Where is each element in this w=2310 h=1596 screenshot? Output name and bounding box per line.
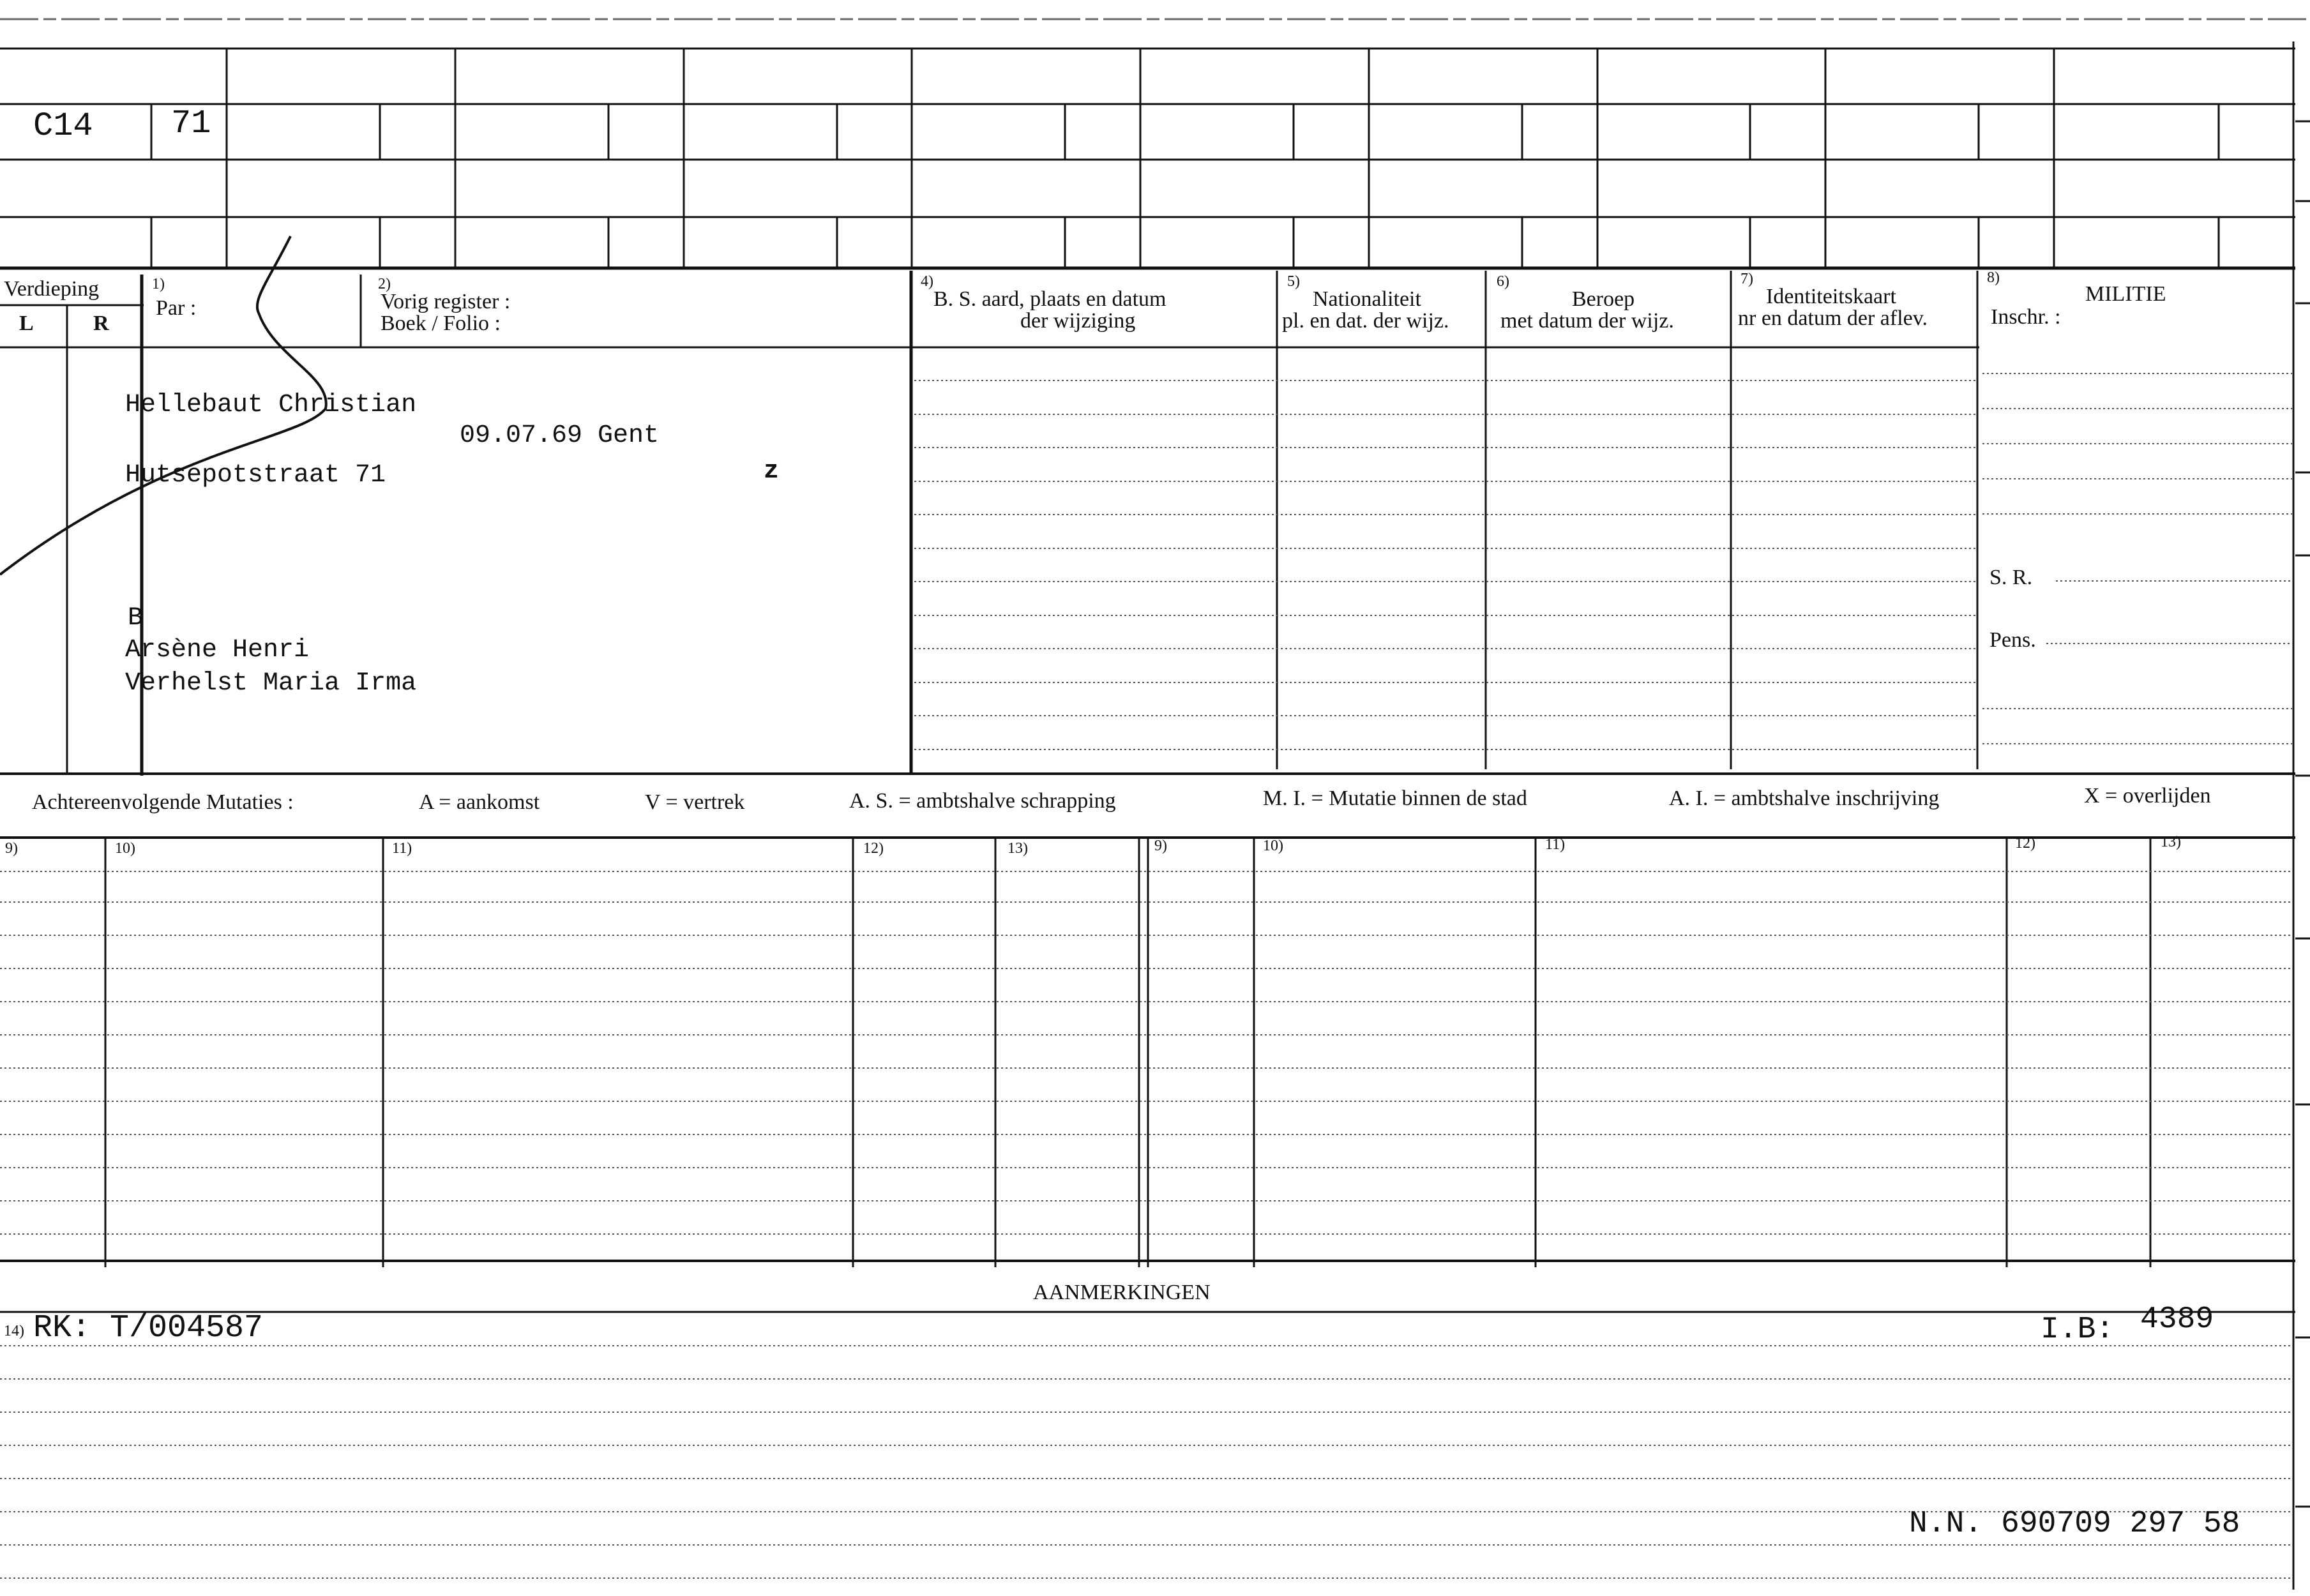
sr-label: S. R. bbox=[1989, 566, 2033, 589]
register-code: C14 bbox=[33, 107, 93, 145]
verdieping-label: Verdieping bbox=[4, 277, 100, 301]
ib-value: 4389 bbox=[2140, 1302, 2214, 1337]
par-label: Par : bbox=[156, 296, 197, 320]
legend-vertrek: V = vertrek bbox=[645, 790, 745, 814]
note-2-marker: 2) bbox=[378, 276, 391, 292]
pens-label: Pens. bbox=[1989, 628, 2036, 652]
father-name: Arsène Henri bbox=[125, 636, 310, 665]
mutation-col-12-right: 12) bbox=[2015, 835, 2035, 852]
mutation-col-13-right: 13) bbox=[2161, 834, 2181, 850]
aanmerkingen-heading: AANMERKINGEN bbox=[1033, 1281, 1211, 1304]
militie-header: MILITIE bbox=[2085, 282, 2166, 306]
note-4-marker: 4) bbox=[921, 273, 933, 290]
mother-name: Verhelst Maria Irma bbox=[125, 669, 417, 698]
note-14-marker: 14) bbox=[4, 1323, 24, 1339]
mutation-col-12-left: 12) bbox=[863, 840, 884, 857]
beroep-header-line2: met datum der wijz. bbox=[1500, 309, 1674, 333]
note-6-marker: 6) bbox=[1497, 273, 1509, 290]
mutation-col-9-right: 9) bbox=[1154, 838, 1167, 854]
mutation-col-11-left: 11) bbox=[392, 840, 412, 857]
bs-header-line2: der wijziging bbox=[1020, 309, 1136, 333]
floor-r-label: R bbox=[93, 312, 109, 335]
birth-date-place: 09.07.69 Gent bbox=[460, 421, 660, 450]
mutation-col-9-left: 9) bbox=[5, 840, 18, 857]
legend-mutatie-binnen-stad: M. I. = Mutatie binnen de stad bbox=[1263, 787, 1527, 810]
mutations-title: Achtereenvolgende Mutaties : bbox=[32, 790, 294, 814]
mark-z: z bbox=[764, 457, 780, 486]
vorig-register-label: Vorig register : bbox=[381, 290, 511, 313]
legend-ambtshalve-inschrijving: A. I. = ambtshalve inschrijving bbox=[1669, 787, 1940, 810]
rk-reference: RK: T/004587 bbox=[33, 1310, 264, 1346]
identiteitskaart-header-line2: nr en datum der aflev. bbox=[1738, 306, 1928, 330]
beroep-header-line1: Beroep bbox=[1572, 287, 1635, 311]
national-number: N.N. 690709 297 58 bbox=[1909, 1507, 2240, 1541]
person-name: Hellebaut Christian bbox=[125, 391, 417, 419]
register-number: 71 bbox=[171, 105, 211, 142]
note-8-marker: 8) bbox=[1987, 269, 2000, 286]
mark-b: B bbox=[128, 604, 144, 633]
mutation-col-13-left: 13) bbox=[1008, 840, 1028, 857]
note-7-marker: 7) bbox=[1740, 271, 1753, 287]
address: Hutsepotstraat 71 bbox=[125, 461, 386, 490]
bs-header-line1: B. S. aard, plaats en datum bbox=[933, 287, 1166, 311]
inschr-label: Inschr. : bbox=[1991, 305, 2061, 329]
legend-ambtshalve-schrapping: A. S. = ambtshalve schrapping bbox=[849, 789, 1116, 813]
mutation-col-10-right: 10) bbox=[1263, 838, 1283, 854]
mutation-col-11-right: 11) bbox=[1545, 836, 1566, 853]
mutation-col-10-left: 10) bbox=[115, 840, 135, 857]
nationaliteit-header-line1: Nationaliteit bbox=[1313, 287, 1421, 311]
identiteitskaart-header-line1: Identiteitskaart bbox=[1766, 285, 1896, 308]
nationaliteit-header-line2: pl. en dat. der wijz. bbox=[1282, 309, 1449, 333]
boek-folio-label: Boek / Folio : bbox=[381, 312, 501, 335]
legend-overlijden: X = overlijden bbox=[2084, 784, 2211, 808]
legend-aankomst: A = aankomst bbox=[419, 790, 540, 814]
floor-l-label: L bbox=[19, 312, 34, 335]
ib-label: I.B: bbox=[2041, 1313, 2115, 1347]
note-5-marker: 5) bbox=[1287, 273, 1300, 290]
note-1-marker: 1) bbox=[152, 276, 165, 292]
